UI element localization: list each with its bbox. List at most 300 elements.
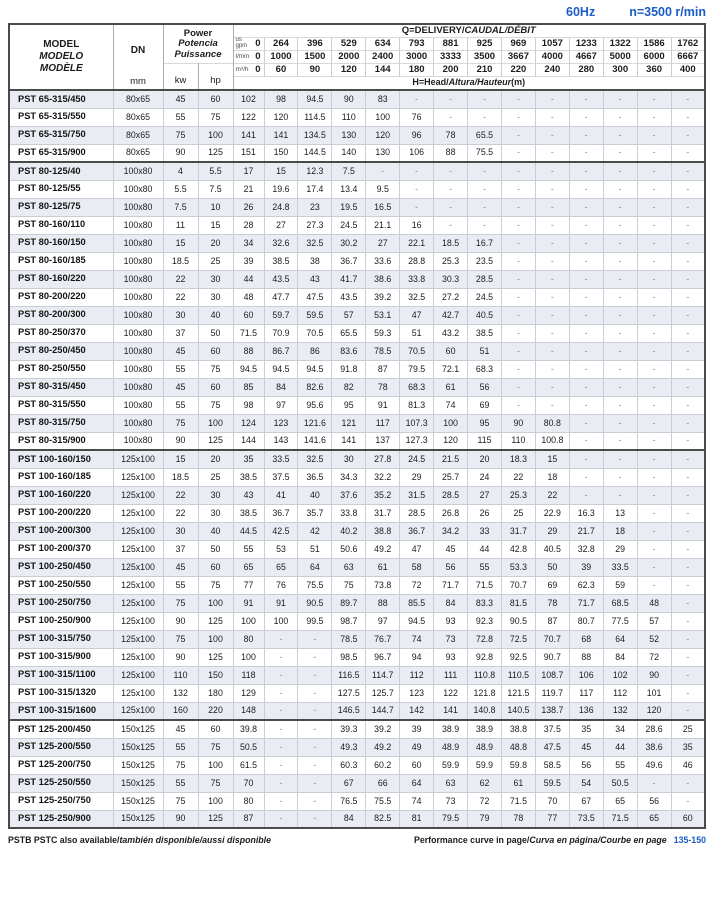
head-cell: 144.7 (366, 702, 400, 720)
head-cell: - (603, 108, 637, 126)
head-cell: 38.5 (233, 504, 264, 522)
head-cell: - (603, 198, 637, 216)
kw-cell: 132 (163, 684, 198, 702)
head-cell: 150 (264, 144, 298, 162)
head-cell: 64 (400, 774, 434, 792)
head-cell: - (637, 234, 671, 252)
head-cell: 122 (233, 108, 264, 126)
table-row (9, 576, 705, 594)
head-cell: 91 (233, 594, 264, 612)
head-cell: 78 (366, 378, 400, 396)
flow-value: 264 (264, 37, 298, 50)
head-cell: 31.7 (366, 504, 400, 522)
head-cell: 33.6 (366, 252, 400, 270)
head-cell: 23 (298, 198, 332, 216)
head-cell: 69 (535, 576, 569, 594)
hp-cell: 40 (198, 306, 233, 324)
flow-value: 300 (603, 63, 637, 76)
head-cell: 16.3 (569, 504, 603, 522)
head-cell: 138.7 (535, 702, 569, 720)
head-cell: 94.5 (298, 90, 332, 108)
hp-cell: 30 (198, 270, 233, 288)
head-cell: 26 (233, 198, 264, 216)
head-cell: 87 (233, 810, 264, 828)
model-cell: PST 100-315/1320 (9, 684, 113, 702)
head-cell: 70.7 (501, 576, 535, 594)
head-cell: - (264, 720, 298, 738)
head-cell: 40.5 (468, 306, 502, 324)
head-cell: 56 (434, 558, 468, 576)
model-cell: PST 80-250/370 (9, 324, 113, 342)
head-cell: - (535, 90, 569, 108)
head-cell: 73.8 (366, 576, 400, 594)
kw-cell: 55 (163, 774, 198, 792)
head-cell: 127.5 (332, 684, 366, 702)
head-cell: 94.5 (298, 360, 332, 378)
head-cell: - (637, 576, 671, 594)
head-cell: - (603, 306, 637, 324)
head-cell: 123 (264, 414, 298, 432)
head-cell: 76.5 (332, 792, 366, 810)
flow-value: 90 (298, 63, 332, 76)
head-cell: 48.8 (501, 738, 535, 756)
head-cell: - (671, 360, 705, 378)
head-cell: - (569, 180, 603, 198)
head-cell: 28 (233, 216, 264, 234)
head-cell: 57 (637, 612, 671, 630)
head-cell: - (671, 252, 705, 270)
head-cell: 68.3 (400, 378, 434, 396)
dn-cell: 125x100 (113, 612, 163, 630)
head-cell: 71.7 (434, 576, 468, 594)
table-row (9, 216, 705, 234)
head-cell: 18.5 (434, 234, 468, 252)
head-cell: 101 (637, 684, 671, 702)
table-row (9, 396, 705, 414)
head-cell: - (637, 468, 671, 486)
head-cell: 67 (332, 774, 366, 792)
head-cell: - (603, 144, 637, 162)
table-row (9, 378, 705, 396)
head-cell: 61 (366, 558, 400, 576)
head-cell: - (535, 342, 569, 360)
flow-value: 4000 (535, 50, 569, 63)
table-row (9, 468, 705, 486)
model-cell: PST 100-200/300 (9, 522, 113, 540)
hp-cell: 10 (198, 198, 233, 216)
flow-value: 925 (468, 37, 502, 50)
hp-cell: 75 (198, 360, 233, 378)
hp-cell: 75 (198, 576, 233, 594)
kw-cell: 75 (163, 630, 198, 648)
head-cell: 83.6 (332, 342, 366, 360)
head-cell: - (671, 792, 705, 810)
power-header-fr: Puissance (174, 48, 222, 60)
flow-value: 396 (298, 37, 332, 50)
head-cell: - (671, 342, 705, 360)
frequency-speed-bar (8, 3, 706, 20)
head-cell: 112 (400, 666, 434, 684)
head-cell: - (434, 180, 468, 198)
head-cell: - (637, 108, 671, 126)
table-body (9, 90, 705, 828)
flow-value: 210 (468, 63, 502, 76)
head-cell: - (671, 630, 705, 648)
head-cell: 130 (332, 126, 366, 144)
flow-value: 1322 (603, 37, 637, 50)
head-cell: 73 (434, 630, 468, 648)
head-cell: 90.5 (501, 612, 535, 630)
head-cell: 27 (468, 486, 502, 504)
head-cell: 62.3 (569, 576, 603, 594)
head-cell: 120 (434, 432, 468, 450)
head-cell: 43.5 (264, 270, 298, 288)
head-cell: 77 (233, 576, 264, 594)
kw-cell: 11 (163, 216, 198, 234)
head-cell: 87 (535, 612, 569, 630)
head-cell: 37.6 (332, 486, 366, 504)
head-cell: 122 (434, 684, 468, 702)
head-cell: 34 (233, 234, 264, 252)
kw-cell: 75 (163, 414, 198, 432)
head-cell: - (671, 540, 705, 558)
dn-cell: 100x80 (113, 432, 163, 450)
head-cell: 90 (637, 666, 671, 684)
hp-cell: 50 (198, 540, 233, 558)
head-cell: 36.7 (400, 522, 434, 540)
head-cell: 72 (400, 576, 434, 594)
head-cell: 59.5 (298, 306, 332, 324)
head-cell: 65.5 (468, 126, 502, 144)
head-cell: - (569, 288, 603, 306)
head-cell: 100 (264, 612, 298, 630)
head-cell: 59.9 (434, 756, 468, 774)
head-cell: 38.6 (366, 270, 400, 288)
head-cell: - (434, 162, 468, 180)
table-row (9, 162, 705, 180)
head-cell: 16 (400, 216, 434, 234)
head-cell: - (671, 468, 705, 486)
head-cell: - (569, 270, 603, 288)
head-cell: 22 (501, 468, 535, 486)
table-row (9, 612, 705, 630)
table-row (9, 720, 705, 738)
table-row (9, 342, 705, 360)
head-cell: 80 (233, 792, 264, 810)
head-cell: 31.5 (400, 486, 434, 504)
head-cell: 63 (434, 774, 468, 792)
head-cell: - (535, 270, 569, 288)
head-cell: - (671, 522, 705, 540)
head-cell: 60 (400, 756, 434, 774)
head-cell: 79.5 (400, 360, 434, 378)
table-row (9, 648, 705, 666)
head-cell: - (569, 126, 603, 144)
head-cell: 28.8 (400, 252, 434, 270)
dn-cell: 150x125 (113, 810, 163, 828)
head-cell: - (671, 450, 705, 468)
head-cell: 21.7 (569, 522, 603, 540)
head-cell: 86.7 (264, 342, 298, 360)
head-cell: 32.5 (400, 288, 434, 306)
head-cell: 78 (501, 810, 535, 828)
head-cell: 74 (400, 630, 434, 648)
hp-cell: 75 (198, 774, 233, 792)
head-cell: 32.5 (298, 450, 332, 468)
table-row (9, 450, 705, 468)
model-cell: PST 100-315/900 (9, 648, 113, 666)
kw-cell: 55 (163, 360, 198, 378)
head-cell: 60.2 (366, 756, 400, 774)
model-cell: PST 80-125/55 (9, 180, 113, 198)
head-cell: - (298, 792, 332, 810)
flow-value: 529 (332, 37, 366, 50)
head-cell: - (468, 198, 502, 216)
kw-cell: 22 (163, 270, 198, 288)
hp-cell: 100 (198, 630, 233, 648)
kw-cell: 30 (163, 306, 198, 324)
head-cell: - (637, 522, 671, 540)
head-cell: 22 (535, 486, 569, 504)
kw-cell: 18.5 (163, 252, 198, 270)
kw-cell: 45 (163, 90, 198, 108)
kw-cell: 55 (163, 576, 198, 594)
model-cell: PST 80-315/550 (9, 396, 113, 414)
head-cell: 71.5 (603, 810, 637, 828)
head-cell: 27.8 (366, 450, 400, 468)
head-cell: 27.3 (298, 216, 332, 234)
head-cell: - (434, 90, 468, 108)
head-cell: - (535, 162, 569, 180)
head-cell: 144.5 (298, 144, 332, 162)
head-cell: 32.6 (264, 234, 298, 252)
head-cell: 27 (366, 234, 400, 252)
head-cell: 84 (434, 594, 468, 612)
head-cell: 28.5 (400, 504, 434, 522)
head-cell: 141 (332, 432, 366, 450)
head-cell: 25 (671, 720, 705, 738)
head-cell: - (671, 378, 705, 396)
head-cell: 59.7 (264, 306, 298, 324)
kw-cell: 22 (163, 288, 198, 306)
head-cell: - (637, 288, 671, 306)
flow-unit-cell-us-gpm: us gpm 0 (233, 37, 264, 50)
head-cell: - (603, 270, 637, 288)
kw-cell: 4 (163, 162, 198, 180)
head-cell: 123 (400, 684, 434, 702)
head-cell: 71.7 (569, 594, 603, 612)
head-cell: - (535, 180, 569, 198)
kw-cell: 75 (163, 126, 198, 144)
head-cell: 27.2 (434, 288, 468, 306)
head-cell: 34.3 (332, 468, 366, 486)
dn-cell: 100x80 (113, 216, 163, 234)
head-cell: 59.5 (535, 774, 569, 792)
hp-cell: 100 (198, 594, 233, 612)
head-cell: - (637, 432, 671, 450)
hp-cell: 30 (198, 486, 233, 504)
head-cell: - (264, 702, 298, 720)
head-cell: 32.5 (298, 234, 332, 252)
availability-note: PSTB PSTC also available/también disponible/aussi disponible (8, 835, 272, 845)
head-cell: 80.7 (569, 612, 603, 630)
model-cell: PST 125-250/550 (9, 774, 113, 792)
kw-cell: 45 (163, 720, 198, 738)
head-cell: - (535, 288, 569, 306)
head-cell: - (501, 252, 535, 270)
dn-cell: 80x65 (113, 144, 163, 162)
head-cell: 26.8 (434, 504, 468, 522)
head-cell: 72 (637, 648, 671, 666)
head-cell: 88 (434, 144, 468, 162)
hp-cell: 100 (198, 414, 233, 432)
head-cell: 36.5 (298, 468, 332, 486)
head-cell: 57 (332, 306, 366, 324)
head-cell: 61 (434, 378, 468, 396)
head-cell: 69 (468, 396, 502, 414)
head-cell: 17 (233, 162, 264, 180)
model-header-en: MODEL (43, 39, 80, 50)
head-cell: 88 (233, 342, 264, 360)
head-cell: 51 (298, 540, 332, 558)
dn-cell: 125x100 (113, 522, 163, 540)
hp-cell: 100 (198, 126, 233, 144)
head-cell: 48.9 (434, 738, 468, 756)
head-cell: 110.5 (501, 666, 535, 684)
head-cell: - (671, 576, 705, 594)
head-cell: - (569, 450, 603, 468)
head-cell: 127.3 (400, 432, 434, 450)
head-cell: 28.6 (637, 720, 671, 738)
flow-unit-cell-l-min: l/min 0 (233, 50, 264, 63)
dn-cell: 100x80 (113, 396, 163, 414)
head-cell: 54 (569, 774, 603, 792)
head-cell: 141 (264, 126, 298, 144)
flow-value: 1057 (535, 37, 569, 50)
dn-unit-mm: mm (130, 75, 146, 87)
hp-cell: 220 (198, 702, 233, 720)
head-cell: 33 (468, 522, 502, 540)
head-cell: - (671, 108, 705, 126)
kw-cell: 55 (163, 108, 198, 126)
head-cell: 48.9 (468, 738, 502, 756)
head-cell: - (501, 306, 535, 324)
head-cell: 43 (233, 486, 264, 504)
head-cell: - (468, 216, 502, 234)
head-cell: - (501, 144, 535, 162)
head-cell: 19.5 (332, 198, 366, 216)
model-cell: PST 125-200/550 (9, 738, 113, 756)
head-cell: - (637, 450, 671, 468)
hp-cell: 30 (198, 288, 233, 306)
head-cell: - (468, 90, 502, 108)
flow-value: 6667 (671, 50, 705, 63)
kw-cell: 45 (163, 558, 198, 576)
head-cell: - (671, 306, 705, 324)
head-cell: 78.5 (332, 630, 366, 648)
head-cell: - (501, 126, 535, 144)
head-cell: 49.6 (637, 756, 671, 774)
model-cell: PST 80-160/185 (9, 252, 113, 270)
head-cell: 74 (400, 792, 434, 810)
head-cell: - (468, 180, 502, 198)
flow-value: 3500 (468, 50, 502, 63)
head-cell: 42 (298, 522, 332, 540)
head-cell: - (264, 774, 298, 792)
head-cell: - (569, 324, 603, 342)
dn-cell: 150x125 (113, 774, 163, 792)
head-cell: 91.8 (332, 360, 366, 378)
head-cell: 83 (366, 90, 400, 108)
head-cell: - (671, 144, 705, 162)
head-cell: 49.2 (366, 738, 400, 756)
head-cell: 75 (332, 576, 366, 594)
kw-cell: 90 (163, 612, 198, 630)
head-cell: - (264, 810, 298, 828)
table-row (9, 774, 705, 792)
kw-cell: 30 (163, 522, 198, 540)
dn-column-header (113, 24, 163, 90)
dn-label: DN (130, 44, 146, 56)
head-cell: 33.5 (264, 450, 298, 468)
dn-cell: 100x80 (113, 234, 163, 252)
table-row (9, 306, 705, 324)
head-cell: 60 (434, 342, 468, 360)
head-title: H=Head/Altura/Hauteur(m) (233, 76, 705, 90)
model-cell: PST 100-250/750 (9, 594, 113, 612)
head-cell: 91 (366, 396, 400, 414)
kw-cell: 90 (163, 432, 198, 450)
head-cell: - (671, 234, 705, 252)
head-cell: 13.4 (332, 180, 366, 198)
head-cell: 89.7 (332, 594, 366, 612)
head-cell: 42.7 (434, 306, 468, 324)
head-cell: 29 (535, 522, 569, 540)
dn-cell: 100x80 (113, 378, 163, 396)
flow-value: 400 (671, 63, 705, 76)
table-row (9, 270, 705, 288)
head-cell: 47.5 (535, 738, 569, 756)
kw-cell: 37 (163, 324, 198, 342)
head-cell: 24.8 (264, 198, 298, 216)
head-cell: - (569, 486, 603, 504)
head-cell: 56 (569, 756, 603, 774)
model-cell: PST 80-315/900 (9, 432, 113, 450)
head-cell: - (603, 234, 637, 252)
head-cell: 73.5 (569, 810, 603, 828)
head-cell: 79 (468, 810, 502, 828)
head-cell: 45 (434, 540, 468, 558)
head-cell: - (603, 468, 637, 486)
head-cell: 25.7 (434, 468, 468, 486)
flow-value: 1762 (671, 37, 705, 50)
head-cell: - (569, 396, 603, 414)
head-cell: 55 (603, 756, 637, 774)
table-row (9, 756, 705, 774)
kw-cell: 22 (163, 486, 198, 504)
head-cell: 75.5 (468, 144, 502, 162)
head-cell: 80.8 (535, 414, 569, 432)
head-cell: 96 (400, 126, 434, 144)
hp-cell: 25 (198, 252, 233, 270)
head-cell: - (535, 126, 569, 144)
head-cell: 60 (671, 810, 705, 828)
head-cell: - (569, 234, 603, 252)
flow-value: 1500 (298, 50, 332, 63)
hp-cell: 60 (198, 342, 233, 360)
kw-cell: 45 (163, 342, 198, 360)
head-cell: 16.5 (366, 198, 400, 216)
